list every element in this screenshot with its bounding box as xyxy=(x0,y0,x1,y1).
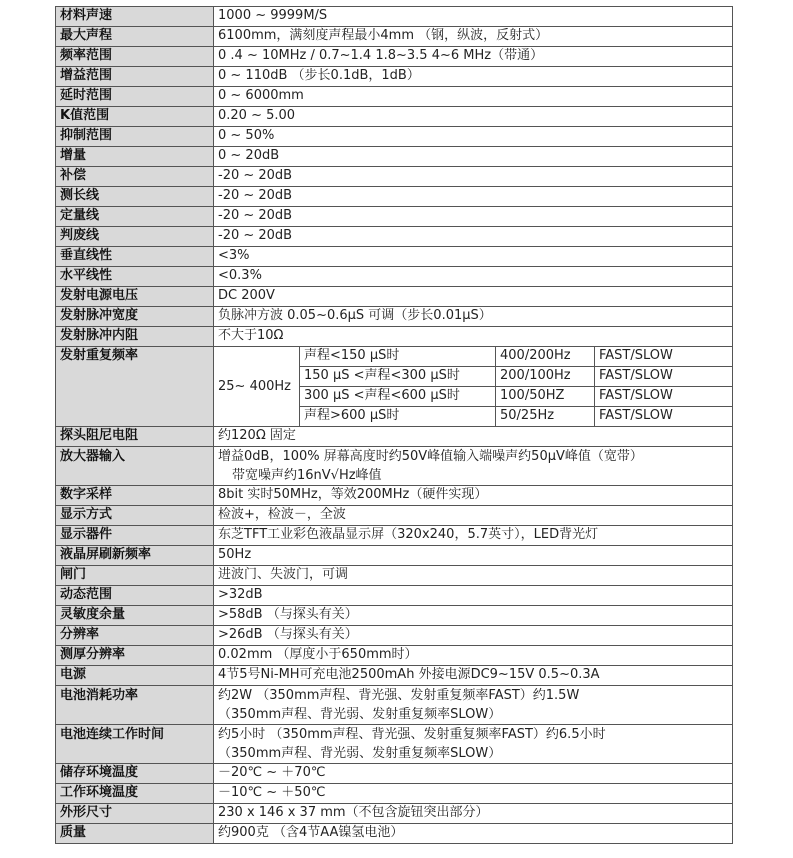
spec-key: 发射脉冲内阻 xyxy=(56,327,214,347)
spec-key: 灵敏度余量 xyxy=(56,606,214,626)
prf-condition: 声程<150 μS时 xyxy=(300,347,496,367)
spec-value: 8bit 实时50MHz，等效200MHz（硬件实现） xyxy=(214,486,733,506)
spec-value xyxy=(214,725,733,764)
spec-key: 闸门 xyxy=(56,566,214,586)
prf-condition: 声程>600 μS时 xyxy=(300,407,496,427)
spec-key: 探头阻尼电阻 xyxy=(56,427,214,447)
spec-row xyxy=(56,7,733,27)
value-line-1: 增益0dB，100% 屏幕高度时约50V峰值输入端噪声约50μV峰值（宽带） xyxy=(218,449,643,464)
spec-value: 约120Ω 固定 xyxy=(214,427,733,447)
spec-key: 补偿 xyxy=(56,167,214,187)
spec-value: -20 ~ 20dB xyxy=(214,207,733,227)
spec-value: 0 ~ 20dB xyxy=(214,147,733,167)
prf-frequency: 200/100Hz xyxy=(496,367,595,387)
spec-row xyxy=(56,207,733,227)
spec-value: >26dB （与探头有关） xyxy=(214,626,733,646)
spec-key: 材料声速 xyxy=(56,7,214,27)
battery-power-row xyxy=(56,686,733,725)
spec-value: >32dB xyxy=(214,586,733,606)
spec-value: -20 ~ 20dB xyxy=(214,187,733,207)
spec-value: 50Hz xyxy=(214,546,733,566)
spec-row xyxy=(56,307,733,327)
amplifier-row xyxy=(56,447,733,486)
spec-key: 质量 xyxy=(56,824,214,844)
spec-row xyxy=(56,87,733,107)
spec-value: <3% xyxy=(214,247,733,267)
prf-mode: FAST/SLOW xyxy=(595,387,733,407)
spec-key: 水平线性 xyxy=(56,267,214,287)
spec-value: 0 ~ 50% xyxy=(214,127,733,147)
prf-frequency: 50/25Hz xyxy=(496,407,595,427)
spec-table-body xyxy=(56,7,733,844)
spec-key: 显示方式 xyxy=(56,506,214,526)
spec-value: －10℃ ~ ＋50℃ xyxy=(214,784,733,804)
spec-row xyxy=(56,247,733,267)
spec-key: 电池消耗功率 xyxy=(56,686,214,725)
spec-value: 0 ~ 110dB （步长0.1dB，1dB） xyxy=(214,67,733,87)
spec-key: 延时范围 xyxy=(56,87,214,107)
spec-value: 不大于10Ω xyxy=(214,327,733,347)
spec-key: 外形尺寸 xyxy=(56,804,214,824)
spec-key: 测厚分辨率 xyxy=(56,646,214,666)
spec-key: 放大器输入 xyxy=(56,447,214,486)
prf-range: 25~ 400Hz xyxy=(214,347,300,427)
spec-row xyxy=(56,227,733,247)
spec-value: 0 ~ 6000mm xyxy=(214,87,733,107)
spec-value xyxy=(214,686,733,725)
spec-row xyxy=(56,486,733,506)
spec-row xyxy=(56,167,733,187)
spec-row xyxy=(56,764,733,784)
spec-value: 进波门、失波门，可调 xyxy=(214,566,733,586)
spec-key: 抑制范围 xyxy=(56,127,214,147)
spec-value: 东芝TFT工业彩色液晶显示屏（320x240，5.7英寸），LED背光灯 xyxy=(214,526,733,546)
spec-row xyxy=(56,327,733,347)
spec-value: 约900克 （含4节AA镍氢电池） xyxy=(214,824,733,844)
spec-key: 电源 xyxy=(56,666,214,686)
spec-row xyxy=(56,586,733,606)
spec-value: 负脉冲方波 0.05~0.6μS 可调（步长0.01μS） xyxy=(214,307,733,327)
value-line-1: 约5小时 （350mm声程、背光强、发射重复频率FAST）约6.5小时 xyxy=(218,727,606,742)
value-line-1: 约2W （350mm声程、背光强、发射重复频率FAST）约1.5W xyxy=(218,688,580,703)
spec-key: 动态范围 xyxy=(56,586,214,606)
spec-key: 数字采样 xyxy=(56,486,214,506)
spec-value: 检波+，检波－，全波 xyxy=(214,506,733,526)
spec-key: 增量 xyxy=(56,147,214,167)
prf-mode: FAST/SLOW xyxy=(595,407,733,427)
spec-key: 电池连续工作时间 xyxy=(56,725,214,764)
spec-row xyxy=(56,606,733,626)
spec-row xyxy=(56,626,733,646)
spec-value: 230 x 146 x 37 mm（不包含旋钮突出部分） xyxy=(214,804,733,824)
spec-key: 液晶屏刷新频率 xyxy=(56,546,214,566)
spec-value: -20 ~ 20dB xyxy=(214,227,733,247)
spec-key: K值范围 xyxy=(56,107,214,127)
spec-key: 垂直线性 xyxy=(56,247,214,267)
spec-value: <0.3% xyxy=(214,267,733,287)
spec-value: 0.02mm （厚度小于650mm时） xyxy=(214,646,733,666)
spec-row xyxy=(56,666,733,686)
spec-value: －20℃ ~ ＋70℃ xyxy=(214,764,733,784)
spec-row xyxy=(56,784,733,804)
prf-mode: FAST/SLOW xyxy=(595,347,733,367)
spec-row xyxy=(56,47,733,67)
prf-frequency: 100/50HZ xyxy=(496,387,595,407)
spec-row xyxy=(56,127,733,147)
spec-row xyxy=(56,67,733,87)
spec-row xyxy=(56,566,733,586)
spec-key: 判废线 xyxy=(56,227,214,247)
prf-frequency: 400/200Hz xyxy=(496,347,595,367)
value-line-2: （350mm声程、背光弱、发射重复频率SLOW） xyxy=(218,707,502,722)
prf-mode: FAST/SLOW xyxy=(595,367,733,387)
spec-key: 最大声程 xyxy=(56,27,214,47)
spec-value: 6100mm，满刻度声程最小4mm （钢，纵波，反射式） xyxy=(214,27,733,47)
spec-row xyxy=(56,107,733,127)
prf-subrow xyxy=(56,347,733,367)
spec-value: 0.20 ~ 5.00 xyxy=(214,107,733,127)
spec-value: 0 .4 ~ 10MHz / 0.7~1.4 1.8~3.5 4~6 MHz（带通） xyxy=(214,47,733,67)
spec-key: 定量线 xyxy=(56,207,214,227)
value-line-2: 带宽噪声约16nV√Hz峰值 xyxy=(232,468,382,483)
spec-row xyxy=(56,267,733,287)
prf-condition: 300 μS <声程<600 μS时 xyxy=(300,387,496,407)
spec-key: 频率范围 xyxy=(56,47,214,67)
spec-key: 发射电源电压 xyxy=(56,287,214,307)
spec-value: DC 200V xyxy=(214,287,733,307)
spec-row xyxy=(56,526,733,546)
spec-value: >58dB （与探头有关） xyxy=(214,606,733,626)
spec-row xyxy=(56,147,733,167)
spec-value: 4节5号Ni-MH可充电池2500mAh 外接电源DC9~15V 0.5~0.3A xyxy=(214,666,733,686)
spec-row xyxy=(56,27,733,47)
spec-key: 分辨率 xyxy=(56,626,214,646)
spec-row xyxy=(56,506,733,526)
spec-value xyxy=(214,447,733,486)
spec-key: 储存环境温度 xyxy=(56,764,214,784)
spec-key: 发射脉冲宽度 xyxy=(56,307,214,327)
prf-condition: 150 μS <声程<300 μS时 xyxy=(300,367,496,387)
spec-key: 测长线 xyxy=(56,187,214,207)
spec-row xyxy=(56,546,733,566)
spec-table xyxy=(55,6,733,844)
spec-row xyxy=(56,646,733,666)
spec-key: 显示器件 xyxy=(56,526,214,546)
spec-row xyxy=(56,804,733,824)
spec-row xyxy=(56,824,733,844)
value-line-2: （350mm声程、背光弱、发射重复频率SLOW） xyxy=(218,746,502,761)
spec-key: 增益范围 xyxy=(56,67,214,87)
spec-row xyxy=(56,187,733,207)
battery-time-row xyxy=(56,725,733,764)
spec-value: 1000 ~ 9999M/S xyxy=(214,7,733,27)
spec-row xyxy=(56,287,733,307)
spec-row xyxy=(56,427,733,447)
spec-key: 工作环境温度 xyxy=(56,784,214,804)
prf-key: 发射重复频率 xyxy=(56,347,214,427)
spec-value: -20 ~ 20dB xyxy=(214,167,733,187)
